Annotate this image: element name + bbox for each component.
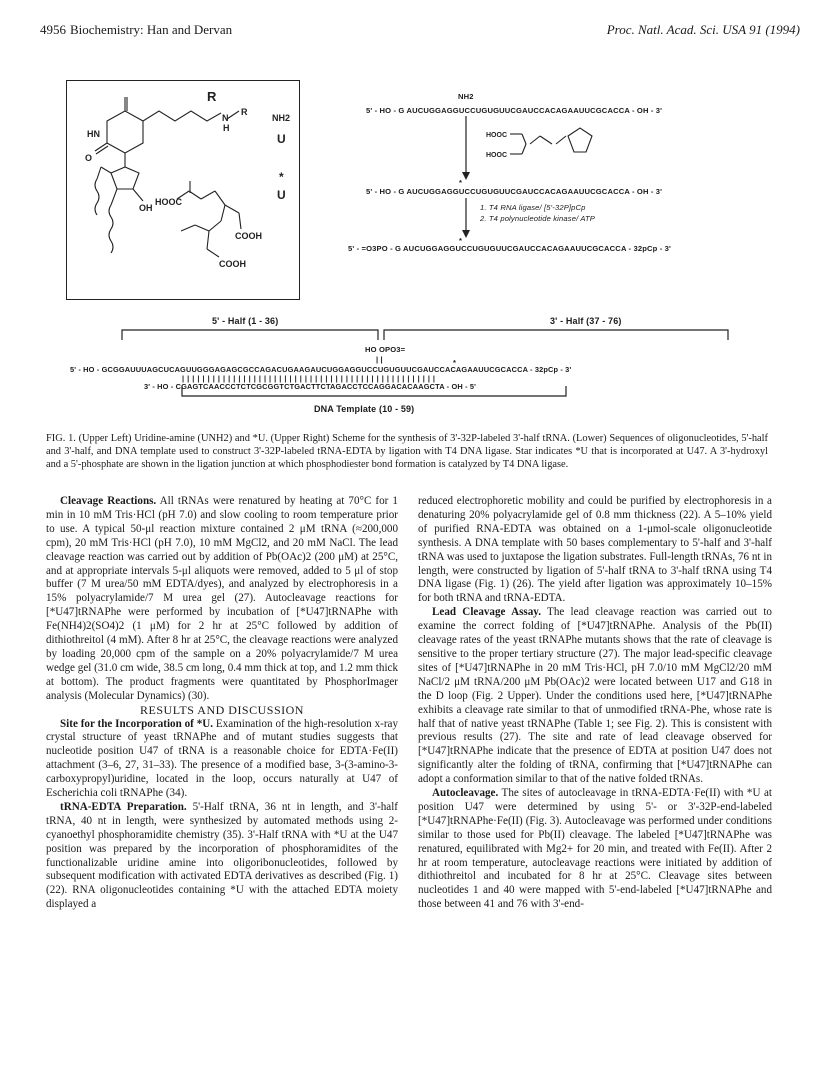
text-trna-edta-preparation: 5'-Half tRNA, 36 nt in length, and 3'-half tRNA, 40 nt in length, were synthesized by automated methods using 2-cyanoethyl phosphoramidite chemistry (35). 3'-Half tRNA with *U at the U47 position was prepared by the incorporation of phosphoramidites of the functionalizable uridine amine into oligoribonucleotides, followed by subsequent modification with activated EDTA derivatives as described (Fig. 1) (22). RNA oligonucleotides containing *U with the attached EDTA moiety displayed a	[46, 800, 398, 911]
nh-label: N	[222, 113, 229, 123]
sequence-2: 5' - HO - G AUCUGGAGGUCCUGUGUUCGAUCCACAGAAUUCGCACCA - OH - 3'	[366, 187, 663, 196]
heading-trna-edta-preparation: tRNA-EDTA Preparation.	[60, 800, 187, 813]
cooh-label-2: COOH	[219, 259, 246, 269]
page-number: 4956	[40, 22, 66, 37]
paragraph-cleavage-reactions	[46, 495, 398, 704]
nh2-label: NH2	[272, 113, 291, 123]
figure-structure-panel	[66, 80, 300, 300]
nh2-top-label: NH2	[458, 92, 474, 101]
step-2-label: 2. T4 polynucleotide kinase/ ATP	[480, 214, 595, 223]
paragraph-trna-edta-preparation	[46, 801, 398, 912]
journal-citation: Proc. Natl. Acad. Sci. USA 91 (1994)	[606, 22, 800, 37]
sequence-3: 5' - =O3PO - G AUCUGGAGGUCCUGUGUUCGAUCCACAGAAUUCGCACCA - 32pCp - 3'	[348, 244, 671, 253]
cooh-label-1: COOH	[235, 231, 262, 241]
hooc-label-1: HOOC	[486, 132, 507, 139]
text-lead-cleavage: The lead cleavage reaction was carried out to examine the correct folding of [*U47]tRNAPhe. Analysis of the Pb(II) cleavage rates of the yeast tRNAPhe mutants shows that the rate of cleavage is sensitive to the proper tertiary structure (27). The major lead-specific cleavage sites of [*U47]tRNAPhe in 20 mM Tris·HCl, pH 7.0/10 mM MgCl2/20 mM NaCl/2 μM tRNA/200 μM Pb(OAc)2 were located between U17 and G18 in the D loop (Fig. 2 Upper). Under the conditions used here, [*U47]tRNAPhe exhibits a cleavage rate similar to that of unmodified tRNA-Phe, whose rate is half that of native yeast tRNAPhe (Table 1; see Fig. 2). This is consistent with previous results (27). The site and rate of lead cleavage observed for [*U47]tRNAPhe indicate that the presence of EDTA at position U47 does not significantly alter the folding of tRNA, confirming that [*U47]tRNAPhe can adopt a conformation similar to that of the native folded tRNAs.	[418, 606, 772, 786]
r-label: R	[207, 89, 217, 104]
star-marker-1: *	[459, 178, 463, 187]
activation-arrow	[460, 114, 610, 182]
uridine-structures-drawing	[67, 81, 299, 299]
full-trna-sequence: 5' - HO - GCGGAUUUAGCUCAGUUGGGAGAGCGCCAGACUGAAGAUCUGGAGGUCCUGUGUUCGAUCCACAGAAUUCGCACCA - 32pCp - 3'	[70, 365, 572, 374]
paragraph-lead-cleavage	[418, 606, 772, 787]
heading-incorporation-site: Site for the Incorporation of *U.	[60, 717, 214, 730]
half-3-label: 3' - Half (37 - 76)	[550, 316, 622, 326]
section-title: RESULTS AND DISCUSSION	[140, 702, 304, 717]
hooc-label-2: HOOC	[486, 152, 507, 159]
star-marker-2: *	[459, 236, 463, 245]
hooc-label: HOOC	[155, 197, 182, 207]
right-column	[418, 495, 772, 912]
o-label: O	[85, 153, 93, 163]
star-marker-3: *	[453, 358, 457, 367]
heading-lead-cleavage: Lead Cleavage Assay.	[432, 606, 541, 619]
paragraph-incorporation-site	[46, 718, 398, 801]
paragraph-purification: reduced electrophoretic mobility and could be purified by electrophoresis in a denaturing 20% polyacrylamide gel of 0.8 mm thickness (22). A 5–10% yield of purified RNA-EDTA was obtained on a 1-μmol-scale oligonucleotide synthesis. A DNA template with 50 bases complementary to 5'-half and 3'-half tRNA was used to juxtapose the ligation substrates. Full-length tRNAs, 76 nt in length, were constructed by ligation of 5'-half tRNA to 3'-half tRNA using T4 DNA ligase (Fig. 1) (26). The yield after ligation was approximately 10–15% for both tRNA and tRNA-EDTA.	[418, 495, 772, 605]
junction-label: HO OPO3=	[365, 345, 406, 354]
oh-label: OH	[139, 203, 153, 213]
text-cleavage-reactions: All tRNAs were renatured by heating at 70°C for 1 min in 10 mM Tris·HCl (pH 7.0) and slow cooling to room temperature prior to use. A typical 50-μl reaction mixture contained 2 μM tRNA (≈200,000 cpm), 20 mM Tris·HCl (pH 7.0), 10 mM MgCl2, and 20 mM NaCl. The lead cleavage reaction was carried out by addition of Pb(OAc)2 (200 μM) at 25°C, and at appropriate intervals 5-μl aliquots were removed, added to 5 μl of stop buffer (7 M urea/50 mM EDTA/dyes), and analyzed by electrophoresis in a 15% polyacrylamide/7 M urea gel (27). Autocleavage reactions for [*U47]tRNAPhe were performed by incubation of [*U47]tRNAPhe with Fe(NH4)2(SO4)2 (1 μM) for 2 hr at 25°C followed by addition of dithiothreitol (4 mM). After 8 hr at 25°C, the cleavage reactions were analyzed by loading 20,000 cpm of the sample on a 20% polyacrylamide/7 M urea wedge gel (31.0 cm wide, 38.5 cm long, 0.4 mm thick at top, and 1.2 mm thick at bottom). The product fragments were quantitated by PhosphorImager analysis (Molecular Dynamics) (30).	[46, 495, 398, 702]
left-column	[46, 495, 398, 912]
sequence-1: 5' - HO - G AUCUGGAGGUCCUGUGUUCGAUCCACAGAAUUCGCACCA - OH - 3'	[366, 106, 663, 115]
heading-autocleavage: Autocleavage.	[432, 787, 499, 800]
h-label: H	[223, 123, 230, 133]
paragraph-autocleavage	[418, 787, 772, 912]
text-autocleavage: The sites of autocleavage in tRNA-EDTA·Fe(II) with *U at position U47 were determined by using 5'- or 3'-32P-end-labeled [*U47]tRNAPhe·Fe(II) (Fig. 3). Autocleavage was performed under conditions similar to those used for Pb(II) cleavage. The labeled [*U47]tRNAPhe was renatured, equilibrated with Mg2+ for 20 min, and treated with Fe(II). After 2 hr at room temperature, autocleavage reactions were initiated by addition of dithiothreitol and incubated for 8 hr at 25°C. Cleavage sites between nucleotides 1 and 40 were mapped with 5'-end-labeled [*U47]tRNAPhe and those between 41 and 76 with 3'-end-	[418, 787, 772, 911]
base-pair-ticks: | | | | | | | | | | | | | | | | | | | | | | | | | | | | | | | | | | | | | | | | | | | | | | | | | |	[182, 374, 436, 383]
hn-label: HN	[87, 129, 100, 139]
u-star-label: U	[277, 188, 286, 202]
star-label: *	[279, 170, 284, 184]
page-header	[40, 22, 810, 38]
figure-caption: FIG. 1. (Upper Left) Uridine-amine (UNH2) and *U. (Upper Right) Scheme for the synthesis of 3'-32P-labeled 3'-half tRNA. (Lower) Sequences of oligonucleotides, 5'-half and 3'-half, and DNA template used to construct 3'-32P-labeled tRNA-EDTA by ligation with T4 DNA ligase. Star indicates *U that is incorporated at U47. A 3'-hydroxyl and a 5'-phosphate are shown in the ligation junction at which phosphodiester bond formation is catalyzed by T4 DNA ligase.	[46, 433, 768, 470]
u-label: U	[277, 132, 286, 146]
labeling-arrow	[460, 196, 472, 240]
running-title: Biochemistry: Han and Dervan	[70, 22, 233, 37]
heading-cleavage-reactions: Cleavage Reactions.	[60, 495, 157, 507]
dna-template-label: DNA Template (10 - 59)	[314, 404, 415, 414]
text-incorporation-site: Examination of the high-resolution x-ray crystal structure of yeast tRNAPhe and of mutant studies suggests that nucleotide position U47 of tRNA is a reasonable choice for EDTA·Fe(II) attachment (3–6, 27, 31–33). The presence of a modified base, 3-(3-amino-3-carboxypropyl)uridine, located in the loop, occurs naturally at U47 of Escherichia coli tRNAPhe (34).	[46, 717, 398, 800]
dna-template-sequence: 3' - HO - CGAGTCAACCCTCTCGCGGTCTGACTTCTAGACCTCCAGGACACAAGCTA - OH - 5'	[144, 382, 477, 391]
r-substituent-label: R	[241, 107, 248, 117]
half-5-label: 5' - Half (1 - 36)	[212, 316, 279, 326]
junction-ticks: | |	[376, 355, 383, 364]
step-1-label: 1. T4 RNA ligase/ [5'-32P]pCp	[480, 203, 586, 212]
